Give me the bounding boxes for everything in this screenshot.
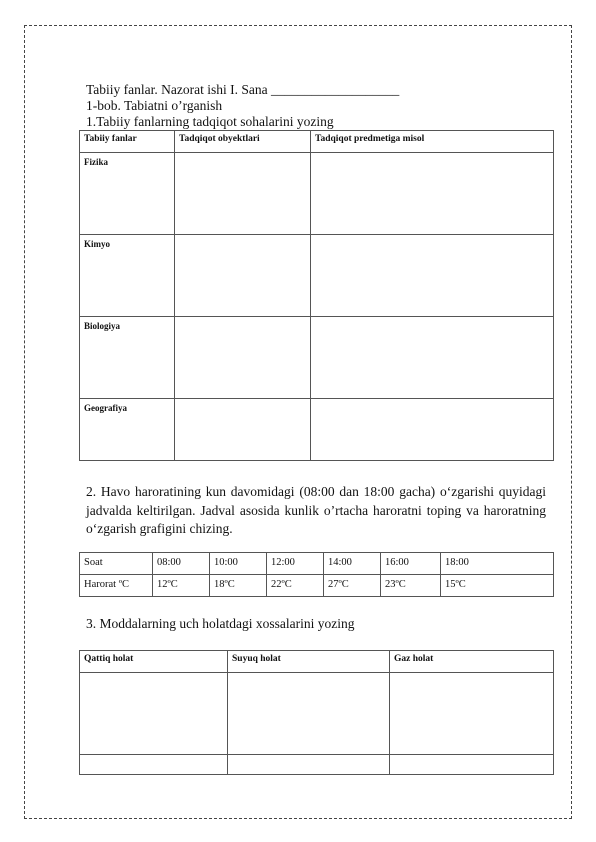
table1-cell-input[interactable] [311,399,554,461]
task2-text: 2. Havo haroratining kun davomidagi (08:00 dan 18:00 gacha) o‘zgarishi quyidagi jadvalda keltirilgan. Jadval asosida kunlik o’rtacha haroratni toping va haroratning o‘zgarish grafigini chizing. [86,484,546,536]
table3-header-gas: Gaz holat [390,651,554,673]
table2-temp: 23ºC [381,575,441,597]
table1-cell-input[interactable] [175,153,311,235]
table2-temp: 15ºC [441,575,554,597]
table2-time: 16:00 [381,553,441,575]
research-areas-table [79,130,554,461]
worksheet-title: Tabiiy fanlar. Nazorat ishi I. Sana ___________________ [86,82,400,97]
table1-row-geografiya: Geografiya [80,399,175,461]
table2-temp: 27ºC [324,575,381,597]
table1-header-objects: Tadqiqot obyektlari [175,131,311,153]
temperature-table [79,552,554,597]
table2-temp: 18ºC [210,575,267,597]
table1-cell-input[interactable] [311,235,554,317]
table3-cell-input[interactable] [390,755,554,775]
table1-cell-input[interactable] [175,317,311,399]
table2-label-harorat: Harorat ºC [80,575,153,597]
table2-time: 10:00 [210,553,267,575]
table1-cell-input[interactable] [175,235,311,317]
table3-cell-input[interactable] [228,673,390,755]
table1-row-fizika: Fizika [80,153,175,235]
table3-header-liquid: Suyuq holat [228,651,390,673]
table2-time: 18:00 [441,553,554,575]
table1-cell-input[interactable] [311,153,554,235]
table2-time: 12:00 [267,553,324,575]
task1-title: 1.Tabiiy fanlarning tadqiqot sohalarini yozing [86,114,334,129]
table1-cell-input[interactable] [311,317,554,399]
chapter-title: 1-bob. Tabiatni o’rganish [86,98,223,113]
table2-temp: 12ºC [153,575,210,597]
table1-header-subject: Tabiiy fanlar [80,131,175,153]
table3-cell-input[interactable] [390,673,554,755]
table2-label-soat: Soat [80,553,153,575]
table3-cell-input[interactable] [228,755,390,775]
table1-cell-input[interactable] [175,399,311,461]
table2-time: 14:00 [324,553,381,575]
task3-title: 3. Moddalarning uch holatdagi xossalarini yozing [86,616,355,631]
table3-cell-input[interactable] [80,673,228,755]
table1-row-kimyo: Kimyo [80,235,175,317]
table3-header-solid: Qattiq holat [80,651,228,673]
table2-time: 08:00 [153,553,210,575]
table1-row-biologiya: Biologiya [80,317,175,399]
states-of-matter-table [79,650,554,775]
table1-header-example: Tadqiqot predmetiga misol [311,131,554,153]
table3-cell-input[interactable] [80,755,228,775]
table2-temp: 22ºC [267,575,324,597]
